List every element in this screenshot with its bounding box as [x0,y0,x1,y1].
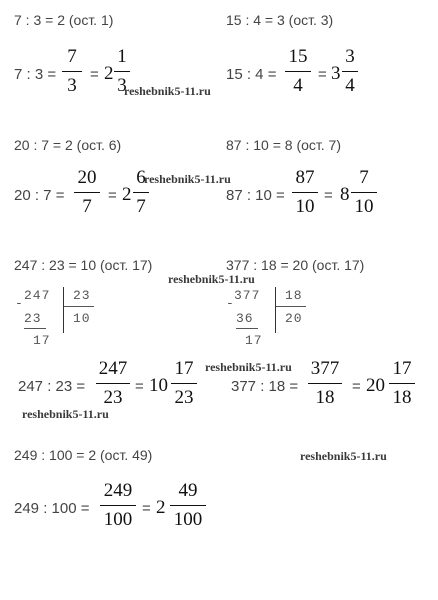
fraction-numerator: 49 [178,480,198,501]
whole-part-6: 20 [366,375,385,396]
fraction-numerator: 7 [67,46,77,67]
fraction-numerator: 17 [174,358,194,379]
whole-part-1: 2 [104,63,114,84]
fraction-bar [62,71,82,72]
division-bar-horizontal [276,306,306,307]
fraction-5 [96,358,130,409]
fraction-numerator: 87 [295,167,315,188]
mixed-fraction-5 [171,358,197,409]
lhs-5: 247 : 23 = [18,378,86,395]
fraction-denominator: 23 [103,387,123,408]
fraction-bar [74,192,100,193]
equals-7: = [142,500,151,517]
fraction-bar [100,505,136,506]
division-bar-vertical [275,287,276,333]
fraction-numerator: 377 [310,358,340,379]
subtrahend: 36 [236,311,254,326]
whole-part-2: 3 [331,63,341,84]
fraction-denominator: 100 [103,509,133,530]
minus-sign: - [15,296,24,311]
dividend: 377 [234,288,261,303]
fraction-7 [100,480,136,531]
watermark: reshebnik5-11.ru [22,407,109,421]
fraction-bar [133,192,149,193]
watermark: reshebnik5-11.ru [300,449,387,463]
minus-sign: - [226,296,235,311]
divisor: 18 [285,288,303,303]
fraction-numerator: 3 [345,46,355,67]
fraction-bar [292,192,318,193]
fraction-numerator: 6 [136,167,146,188]
remainder-line-6: 377 : 18 = 20 (ост. 17) [226,257,365,273]
fraction-denominator: 10 [354,196,374,217]
remainder-line-4: 87 : 10 = 8 (ост. 7) [226,137,341,153]
fraction-denominator: 4 [293,75,303,96]
fraction-bar [170,505,206,506]
fraction-denominator: 3 [117,75,127,96]
dividend: 247 [24,288,51,303]
watermark: reshebnik5-11.ru [205,360,292,374]
fraction-numerator: 1 [117,46,127,67]
equals-4: = [324,187,333,204]
divisor: 23 [73,288,91,303]
fraction-numerator: 249 [103,480,133,501]
fraction-denominator: 7 [136,196,146,217]
fraction-bar [308,383,342,384]
lhs-4: 87 : 10 = [226,187,285,204]
mixed-fraction-2 [342,46,358,97]
subtraction-line [236,328,258,329]
fraction-denominator: 100 [173,509,203,530]
remainder: 17 [33,333,51,348]
whole-part-5: 10 [149,375,168,396]
remainder-line-7: 249 : 100 = 2 (ост. 49) [14,447,153,463]
fraction-bar [342,71,358,72]
fraction-bar [96,383,130,384]
mixed-fraction-6 [389,358,415,409]
division-bar-vertical [63,287,64,333]
fraction-denominator: 10 [295,196,315,217]
lhs-1: 7 : 3 = [14,66,57,83]
fraction-6 [308,358,342,409]
lhs-6: 377 : 18 = [231,378,299,395]
mixed-fraction-4 [351,167,377,218]
remainder-line-3: 20 : 7 = 2 (ост. 6) [14,137,122,153]
division-bar-horizontal [64,306,94,307]
equals-5: = [135,378,144,395]
equals-3: = [108,187,117,204]
equals-2: = [318,66,327,83]
whole-part-4: 8 [340,184,350,205]
fraction-2 [285,46,311,97]
whole-part-7: 2 [156,497,166,518]
fraction-numerator: 247 [98,358,128,379]
fraction-numerator: 7 [359,167,369,188]
fraction-denominator: 18 [315,387,335,408]
mixed-fraction-7 [170,480,206,531]
fraction-bar [171,383,197,384]
remainder: 17 [245,333,263,348]
remainder-line-5: 247 : 23 = 10 (ост. 17) [14,257,153,273]
subtrahend: 23 [24,311,42,326]
equals-6: = [352,378,361,395]
fraction-bar [285,71,311,72]
equals-1: = [90,66,99,83]
fraction-numerator: 20 [77,167,97,188]
remainder-line-2: 15 : 4 = 3 (ост. 3) [226,12,334,28]
fraction-denominator: 4 [345,75,355,96]
watermark: reshebnik5-11.ru [144,172,231,186]
fraction-3 [74,167,100,218]
fraction-numerator: 15 [288,46,308,67]
fraction-bar [389,383,415,384]
lhs-7: 249 : 100 = [14,500,90,517]
fraction-bar [114,71,130,72]
fraction-denominator: 7 [82,196,92,217]
fraction-4 [292,167,318,218]
fraction-denominator: 3 [67,75,77,96]
fraction-denominator: 23 [174,387,194,408]
fraction-1 [62,46,82,97]
subtraction-line [24,328,46,329]
fraction-denominator: 18 [392,387,412,408]
quotient: 20 [285,311,303,326]
whole-part-3: 2 [122,184,132,205]
fraction-bar [351,192,377,193]
quotient: 10 [73,311,91,326]
watermark: reshebnik5-11.ru [168,272,255,286]
fraction-numerator: 17 [392,358,412,379]
watermark: reshebnik5-11.ru [124,84,211,98]
remainder-line-1: 7 : 3 = 2 (ост. 1) [14,12,114,28]
lhs-2: 15 : 4 = [226,66,277,83]
lhs-3: 20 : 7 = [14,187,65,204]
